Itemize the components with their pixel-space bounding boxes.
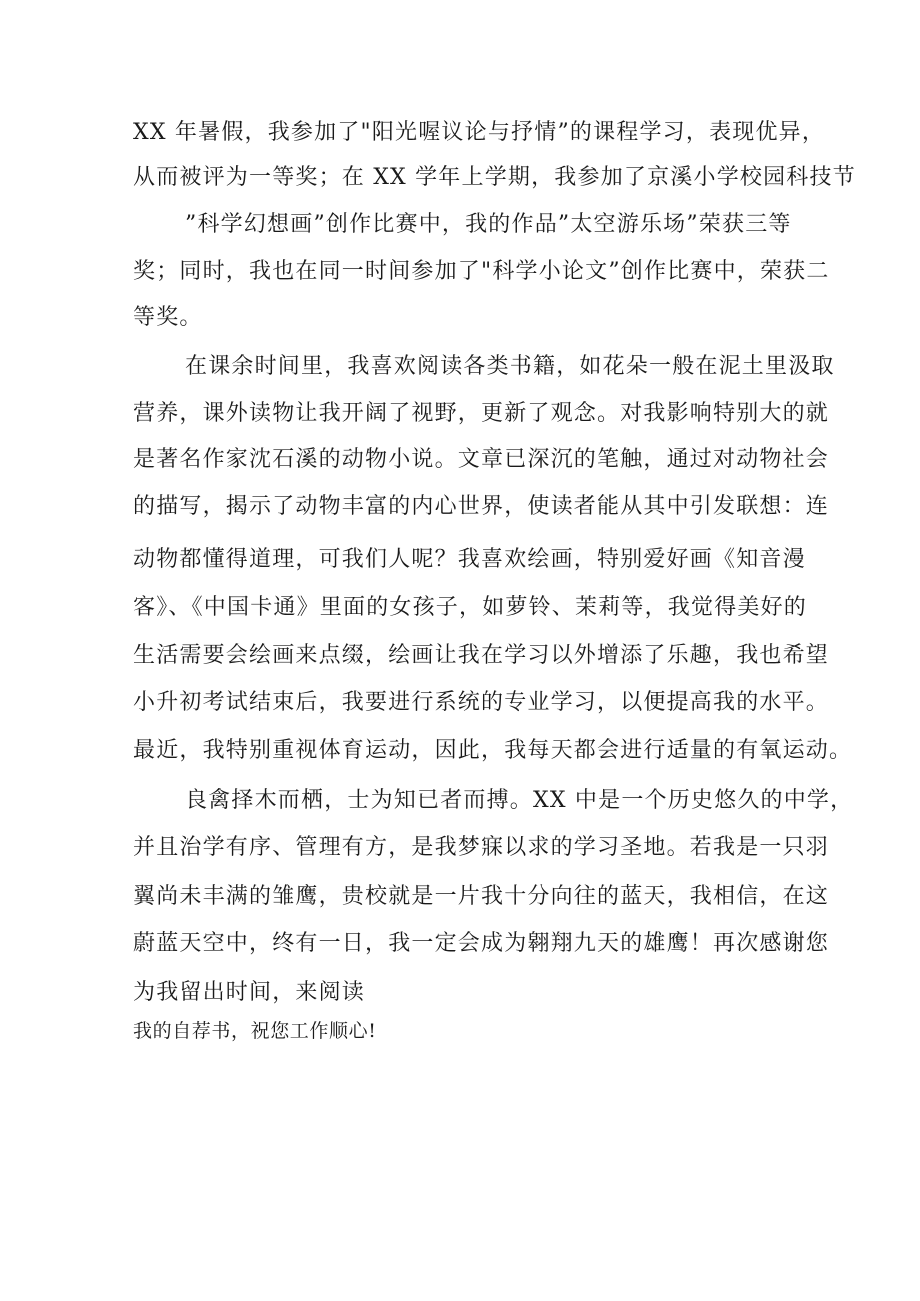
text-line: 动物都懂得道理，可我们人呢？我喜欢绘画，特别爱好画《知音漫 [133, 547, 806, 572]
text-line: XX 年暑假，我参加了"阳光喔议论与抒情”的课程学习，表现优异， [133, 120, 826, 145]
text-line: 小升初考试结束后，我要进行系统的专业学习，以便提高我的水平。 [133, 690, 830, 715]
text-line: 奖；同时，我也在同一时间参加了"科学小论文”创作比赛中，荣获二 [133, 259, 830, 284]
text-line: 为我留出时间，来阅读 [133, 980, 366, 1005]
text-line: 蔚蓝天空中，终有一日，我一定会成为翱翔九天的雄鹰！再次感谢您 [133, 931, 830, 956]
text-line: 我的自荐书，祝您工作顺心! [133, 1020, 377, 1042]
text-line: 良禽择木而栖，士为知已者而搏。XX 中是一个历史悠久的中学， [185, 788, 854, 813]
text-line: 生活需要会绘画来点缀，绘画让我在学习以外增添了乐趣，我也希望 [133, 643, 830, 668]
text-line: 在课余时间里，我喜欢阅读各类书籍，如花朵一般在泥土里汲取 [185, 354, 835, 379]
text-line: 营养，课外读物让我开阔了视野，更新了观念。对我影响特别大的就 [133, 401, 830, 426]
text-line: 是著名作家沈石溪的动物小说。文章已深沉的笔触，通过对动物社会 [133, 447, 830, 472]
text-line: 客》、《中国卡通》里面的女孩子，如萝铃、茉莉等，我觉得美好的 [133, 595, 808, 620]
text-line: 从而被评为一等奖；在 XX 学年上学期，我参加了京溪小学校园科技节 [133, 165, 856, 190]
text-line: ”科学幻想画”创作比赛中，我的作品”太空游乐场”荣获三等 [185, 212, 792, 237]
text-line: 最近，我特别重视体育运动，因此，我每天都会进行适量的有氧运动。 [133, 738, 853, 763]
text-line: 并且治学有序、管理有方，是我梦寐以求的学习圣地。若我是一只羽 [133, 835, 830, 860]
text-line: 等奖。 [133, 305, 203, 330]
text-line: 的描写，揭示了动物丰富的内心世界，使读者能从其中引发联想：连 [133, 494, 830, 519]
text-line: 翼尚未丰满的雏鹰，贵校就是一片我十分向往的蓝天，我相信，在这 [133, 884, 830, 909]
